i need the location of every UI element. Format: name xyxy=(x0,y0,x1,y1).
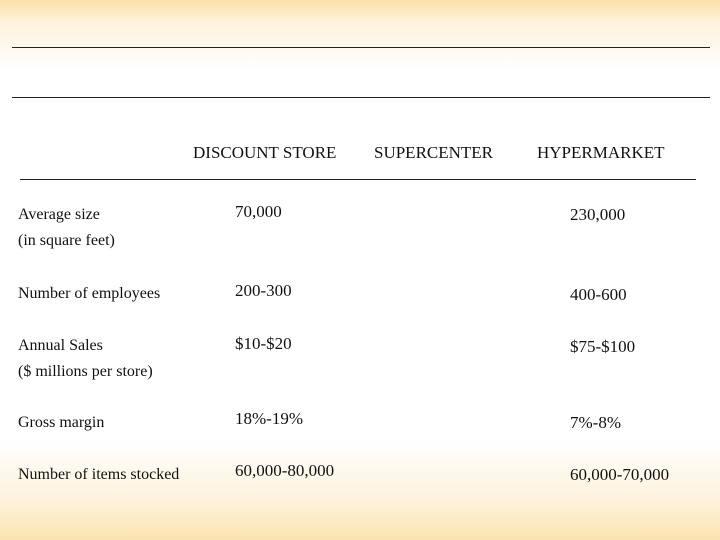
value-hypermarket: 7%-8% xyxy=(570,413,621,432)
header-hypermarket: HYPERMARKET xyxy=(537,143,665,162)
value-hypermarket: 60,000-70,000 xyxy=(570,465,670,484)
header-supercenter: SUPERCENTER xyxy=(374,143,494,162)
value-discount-store: 18%-19% xyxy=(235,409,303,428)
top-rule xyxy=(12,47,710,48)
value-hypermarket: $75-$100 xyxy=(570,337,636,356)
row-label-gross-margin xyxy=(18,410,104,436)
value-discount-store: $10-$20 xyxy=(235,334,292,353)
row-label-line: (in square feet) xyxy=(18,232,115,249)
value-hypermarket: 400-600 xyxy=(570,285,627,304)
row-label-employees xyxy=(18,281,160,307)
row-label-items-stocked xyxy=(18,462,179,488)
row-label-line: Annual Sales xyxy=(18,337,103,354)
row-label-line: ($ millions per store) xyxy=(18,363,153,380)
row-label-line: Number of employees xyxy=(18,285,161,302)
header-discount-store: DISCOUNT STORE xyxy=(193,143,337,162)
value-discount-store: 200-300 xyxy=(235,281,292,300)
row-label-line: Average size xyxy=(18,206,100,223)
value-discount-store: 60,000-80,000 xyxy=(235,461,335,480)
second-rule xyxy=(12,97,710,98)
row-label-annual-sales xyxy=(18,333,153,385)
row-label-average-size xyxy=(18,202,115,254)
row-label-line: Gross margin xyxy=(18,414,105,431)
header-rule xyxy=(20,179,696,180)
value-discount-store: 70,000 xyxy=(235,202,282,221)
value-hypermarket: 230,000 xyxy=(570,205,626,224)
row-label-line: Number of items stocked xyxy=(18,466,180,483)
